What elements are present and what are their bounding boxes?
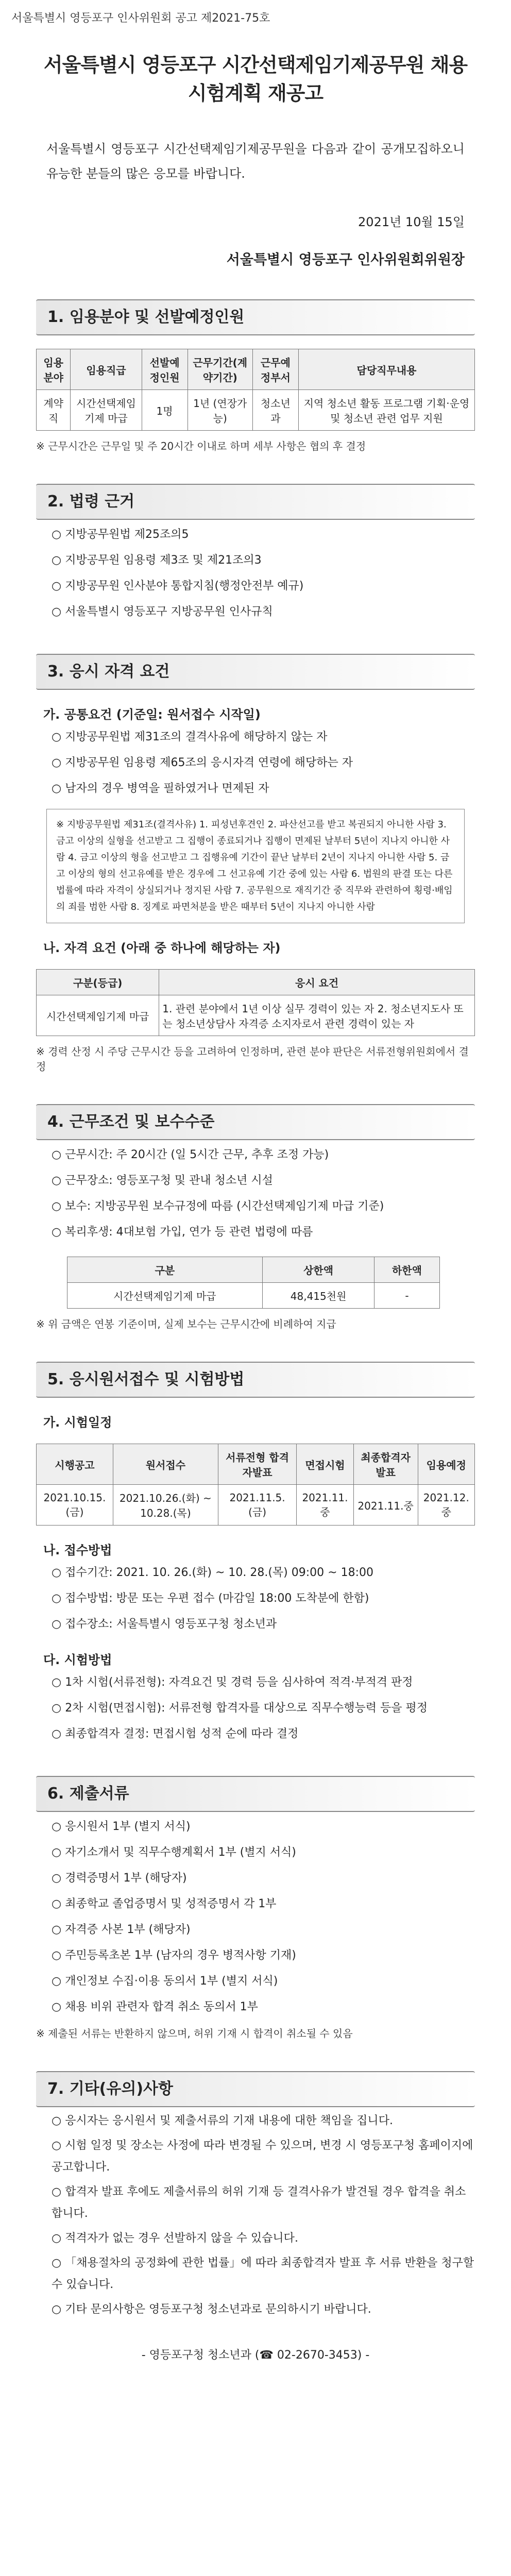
list-item: ○ 접수방법: 방문 또는 우편 접수 (마감일 18:00 도착분에 한함) [52,1592,369,1605]
table-cell: 1년 (연장가능) [188,390,252,431]
table-cell: - [374,1283,440,1309]
table-header-row [37,970,475,995]
table-header-row [37,1444,475,1485]
positions-table [36,349,475,431]
table-cell: 1. 관련 분야에서 1년 이상 실무 경력이 있는 자 2. 청소년지도사 또는 청소년상담사 자격증 소지자로서 관련 경력이 있는 자 [159,995,475,1036]
pay-table [67,1257,440,1309]
table-cell: 계약직 [37,390,71,431]
list-item: ○ 자기소개서 및 직무수행계획서 1부 (별지 서식) [52,1846,296,1859]
section-heading-legal-basis: 2. 법령 근거 [36,484,475,520]
section-note: ※ 제출된 서류는 반환하지 않으며, 허위 기재 시 합격이 취소될 수 있음 [36,2027,353,2040]
subsection-heading: 나. 자격 요건 (아래 중 하나에 해당하는 자) [43,941,281,955]
list-item: ○ 채용 비위 관련자 합격 취소 동의서 1부 [52,2001,258,2013]
section-heading-application: 5. 응시원서접수 및 시험방법 [36,1362,475,1398]
subsection-heading: 다. 시험방법 [43,1653,112,1667]
table-header-cell: 하한액 [374,1257,440,1283]
subsection-heading: 가. 시험일정 [43,1415,112,1430]
table-cell: 2021.10.26.(화) ~ 10.28.(목) [113,1485,218,1526]
list-item: ○ 복리후생: 4대보험 가입, 연가 등 관련 법령에 따름 [52,1226,313,1239]
list-item: ○ 서울특별시 영등포구 지방공무원 인사규칙 [52,605,273,618]
table-header-cell: 구분(등급) [37,970,159,995]
table-cell: 2021.11.중 [297,1485,353,1526]
list-item: ○ 최종합격자 결정: 면접시험 성적 순에 따라 결정 [52,1727,299,1740]
table-header-cell: 원서접수 [113,1444,218,1485]
table-header-row [67,1257,439,1283]
table-header-cell: 근무기간(계약기간) [188,349,252,390]
list-item: ○ 2차 시험(면접시험): 서류전형 합격자를 대상으로 직무수행능력 등을 평정 [52,1702,428,1715]
table-cell: 2021.11.중 [353,1485,418,1526]
list-item: ○ 합격자 발표 후에도 제출서류의 허위 기재 등 결격사유가 발견될 경우 합격을 취소합니다. [52,2185,466,2220]
table-header-cell: 임용분야 [37,349,71,390]
list-item: ○ 1차 시험(서류전형): 자격요건 및 경력 등을 심사하여 적격·부적격 판정 [52,1676,413,1689]
table-header-cell: 근무예정부서 [252,349,298,390]
table-cell: 48,415천원 [263,1283,374,1309]
table-header-cell: 상한액 [263,1257,374,1283]
table-header-cell: 시행공고 [37,1444,113,1485]
table-row [37,1485,475,1526]
table-cell: 2021.10.15.(금) [37,1485,113,1526]
table-row [37,390,475,431]
schedule-table [36,1444,475,1526]
intro-text: 서울특별시 영등포구 시간선택제임기제공무원을 다음과 같이 공개모집하오니 유능한 분들의 많은 응모를 바랍니다. [46,142,465,181]
table-cell: 시간선택제임기제 마급 [67,1283,262,1309]
list-item: ○ 시험 일정 및 장소는 사정에 따라 변경될 수 있으며, 변경 시 영등포구청 홈페이지에 공고합니다. [52,2139,473,2174]
list-item: ○ 지방공무원법 제31조의 결격사유에 해당하지 않는 자 [52,731,328,743]
table-header-row [37,349,475,390]
list-item: ○ 기타 문의사항은 영등포구청 청소년과로 문의하시기 바랍니다. [52,2303,371,2316]
table-cell: 2021.12.중 [418,1485,474,1526]
list-item: ○ 「채용절차의 공정화에 관한 법률」에 따라 최종합격자 발표 후 서류 반환을 청구할 수 있습니다. [52,2257,474,2291]
table-header-cell: 면접시험 [297,1444,353,1485]
section-heading-positions: 1. 임용분야 및 선발예정인원 [36,299,475,335]
list-item: ○ 적격자가 없는 경우 선발하지 않을 수 있습니다. [52,2232,298,2245]
list-item: ○ 응시자는 응시원서 및 제출서류의 기재 내용에 대한 책임을 집니다. [52,2114,393,2127]
section-heading-documents: 6. 제출서류 [36,1776,475,1812]
section-note: ※ 근무시간은 근무일 및 주 20시간 이내로 하며 세부 사항은 협의 후 결정 [36,440,366,452]
contact-footer: - 영등포구청 청소년과 (☎ 02-2670-3453) - [141,2349,370,2362]
table-header-cell: 선발예정인원 [142,349,188,390]
table-cell: 지역 청소년 활동 프로그램 기획·운영 및 청소년 관련 업무 지원 [298,390,474,431]
disqualification-box: ※ 지방공무원법 제31조(결격사유) 1. 피성년후견인 2. 파산선고를 받고 복권되지 아니한 사람 3. 금고 이상의 실형을 선고받고 그 집행이 종료되거나 집행이 면제된 날부터 5년이 지나지 아니한 사람 4. 금고 이상의 형을 선고받고 그 집행유예 기간이 끝난 날부터 2년이 지나지 아니한 사람 5. 금고 이상의 형의 선고유예를 받은 경우에 그 선고유예 기간 중에 있는 사람 6. 법원의 판결 또는 다른 법률에 따라 자격이 상실되거나 정지된 사람 7. 공무원으로 재직기간 중 직무와 관련하여 횡령·배임의 죄를 범한 사람 8. 징계로 파면처분을 받은 때부터 5년이 지나지 아니한 사람 [46,809,465,923]
list-item: ○ 지방공무원 임용령 제3조 및 제21조의3 [52,554,262,567]
list-item: ○ 주민등록초본 1부 (남자의 경우 병적사항 기재) [52,1949,296,1962]
subsection-heading: 나. 접수방법 [43,1543,112,1557]
table-row [37,995,475,1036]
table-row [67,1283,439,1309]
requirements-table [36,969,475,1036]
list-item: ○ 근무시간: 주 20시간 (일 5시간 근무, 추후 조정 가능) [52,1148,329,1161]
list-item: ○ 근무장소: 영등포구청 및 관내 청소년 시설 [52,1174,273,1187]
notice-number: 서울특별시 영등포구 인사위원회 공고 제2021-75호 [11,12,270,25]
page-title: 서울특별시 영등포구 시간선택제임기제공무원 채용시험계획 재공고 [43,54,468,105]
table-header-cell: 서류전형 합격자발표 [218,1444,296,1485]
table-header-cell: 담당직무내용 [298,349,474,390]
notice-date: 2021년 10월 15일 [358,215,465,229]
subsection-heading: 가. 공통요건 (기준일: 원서접수 시작일) [43,707,261,722]
table-header-cell: 임용직급 [71,349,142,390]
list-item: ○ 지방공무원법 제25조의5 [52,528,189,541]
list-item: ○ 경력증명서 1부 (해당자) [52,1872,187,1885]
table-cell: 1명 [142,390,188,431]
section-heading-notes: 7. 기타(유의)사항 [36,2071,475,2107]
section-note: ※ 경력 산정 시 주당 근무시간 등을 고려하여 인정하며, 관련 분야 판단은 서류전형위원회에서 결정 [36,1045,469,1073]
list-item: ○ 응시원서 1부 (별지 서식) [52,1820,191,1833]
section-heading-qualifications: 3. 응시 자격 요건 [36,654,475,690]
list-item: ○ 남자의 경우 병역을 필하였거나 면제된 자 [52,782,269,795]
list-item: ○ 지방공무원 임용령 제65조의 응시자격 연령에 해당하는 자 [52,756,353,769]
table-cell: 시간선택제임기제 마급 [71,390,142,431]
table-header-cell: 응시 요건 [159,970,475,995]
section-note: ※ 위 금액은 연봉 기준이며, 실제 보수는 근무시간에 비례하여 지급 [36,1318,336,1330]
list-item: ○ 최종학교 졸업증명서 및 성적증명서 각 1부 [52,1897,277,1910]
table-cell: 청소년과 [252,390,298,431]
list-item: ○ 개인정보 수집·이용 동의서 1부 (별지 서식) [52,1975,278,1988]
section-heading-conditions: 4. 근무조건 및 보수수준 [36,1104,475,1140]
table-cell: 2021.11.5.(금) [218,1485,296,1526]
issuing-agency: 서울특별시 영등포구 인사위원회위원장 [226,252,465,268]
list-item: ○ 지방공무원 인사분야 통합지침(행정안전부 예규) [52,580,304,592]
table-header-cell: 임용예정 [418,1444,474,1485]
table-header-cell: 구분 [67,1257,262,1283]
list-item: ○ 접수기간: 2021. 10. 26.(화) ~ 10. 28.(목) 09:00 ~ 18:00 [52,1566,373,1579]
list-item: ○ 자격증 사본 1부 (해당자) [52,1923,191,1936]
table-header-cell: 최종합격자 발표 [353,1444,418,1485]
list-item: ○ 보수: 지방공무원 보수규정에 따름 (시간선택제임기제 마급 기준) [52,1200,384,1213]
list-item: ○ 접수장소: 서울특별시 영등포구청 청소년과 [52,1618,277,1631]
table-cell: 시간선택제임기제 마급 [37,995,159,1036]
